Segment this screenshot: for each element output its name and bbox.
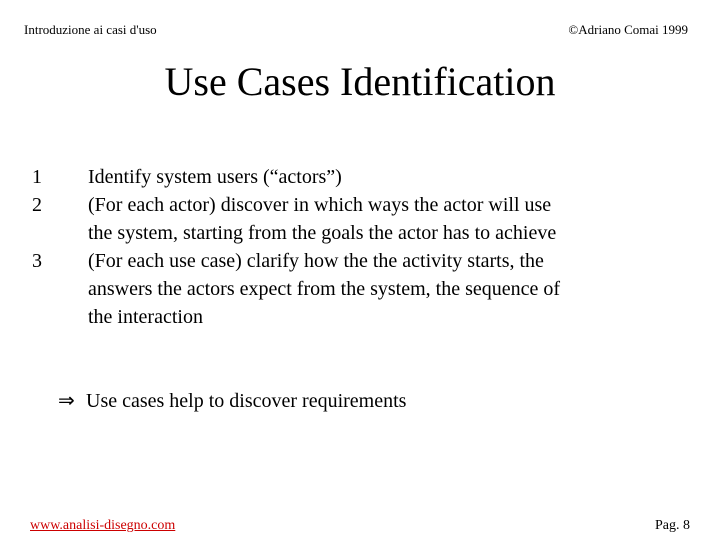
step-text-line: the system, starting from the goals the actor has to achieve: [88, 222, 557, 244]
step-number: 1: [32, 166, 42, 188]
step-text-line: (For each actor) discover in which ways the actor will use: [88, 194, 552, 216]
header-copyright: ©Adriano Comai 1999: [568, 22, 688, 37]
conclusion: [58, 386, 406, 415]
step-number: 3: [32, 250, 42, 272]
step-text: Identify system users (“actors”): [88, 166, 342, 188]
step-number: 2: [32, 194, 42, 216]
step-text: [60, 191, 690, 247]
website-link[interactable]: www.analisi-disegno.com: [30, 518, 176, 533]
header-course-title: Introduzione ai casi d'uso: [24, 22, 157, 37]
step-text-line: (For each use case) clarify how the the activity starts, the: [88, 250, 544, 272]
step-text-line: the interaction: [88, 306, 203, 328]
implies-arrow-icon: ⇒: [58, 388, 75, 412]
step-text-line: answers the actors expect from the system, the sequence of: [88, 278, 561, 300]
step-item-2: [30, 191, 690, 247]
steps-list: [30, 163, 690, 331]
step-item-3: [30, 247, 690, 331]
page-number: Pag. 8: [655, 518, 690, 533]
step-text: [60, 247, 690, 331]
slide-title: Use Cases Identification: [164, 59, 556, 104]
conclusion-text: Use cases help to discover requirements: [86, 390, 407, 412]
step-item-1: [30, 163, 690, 191]
